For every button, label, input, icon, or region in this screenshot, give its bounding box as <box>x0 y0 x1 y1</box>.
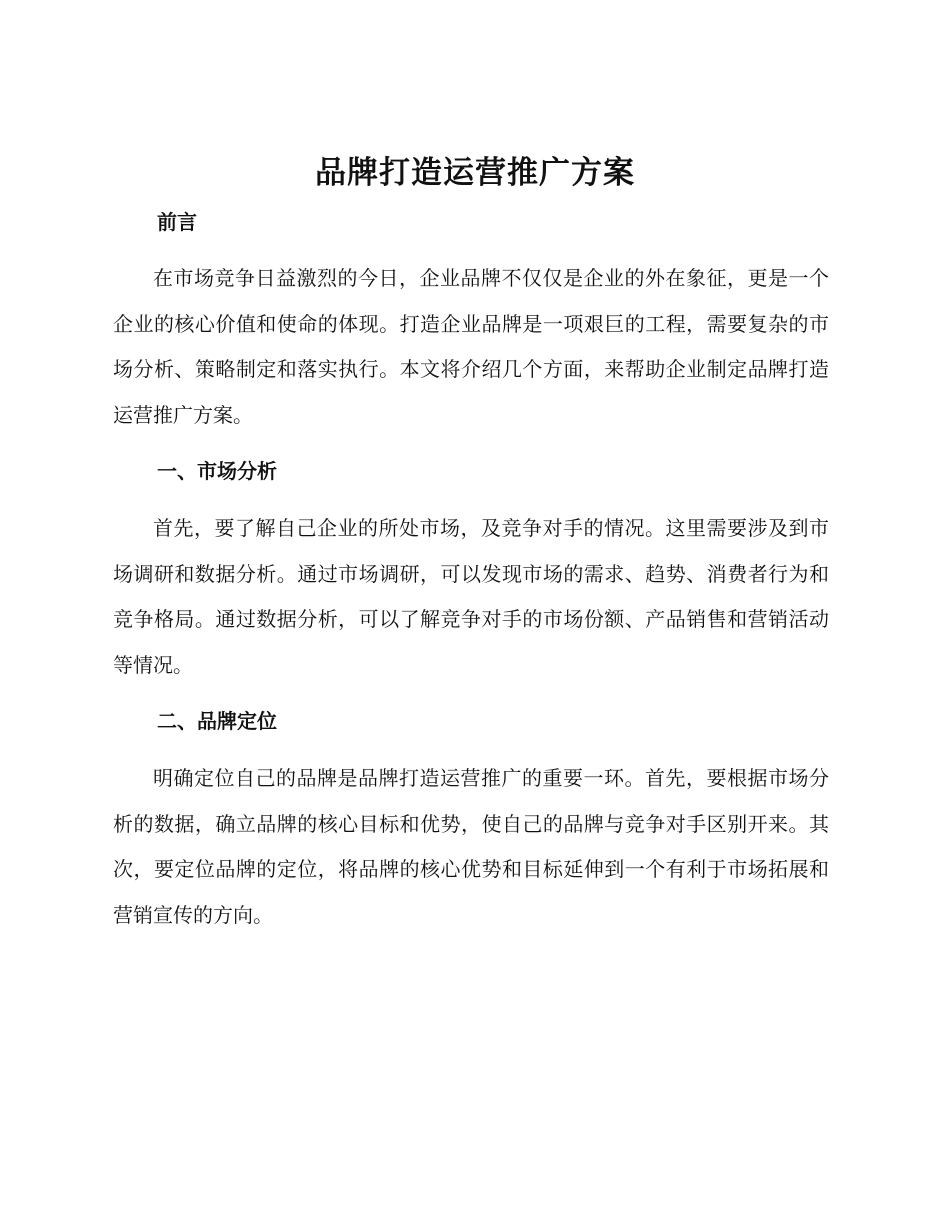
section-paragraph-preface: 在市场竞争日益激烈的今日，企业品牌不仅仅是企业的外在象征，更是一个企业的核心价值和使命的体现。打造企业品牌是一项艰巨的工程，需要复杂的市场分析、策略制定和落实执行。本文将介绍几个方面，来帮助企业制定品牌打造运营推广方案。 <box>113 266 829 427</box>
section-heading-brand-positioning: 二、品牌定位 <box>157 709 277 733</box>
document-title: 品牌打造运营推广方案 <box>315 155 635 191</box>
section-heading-preface: 前言 <box>157 210 197 234</box>
section-paragraph-market-analysis: 首先，要了解自己企业的所处市场，及竞争对手的情况。这里需要涉及到市场调研和数据分析。通过市场调研，可以发现市场的需求、趋势、消费者行为和竞争格局。通过数据分析，可以了解竞争对手的市场份额、产品销售和营销活动等情况。 <box>113 516 829 677</box>
section-heading-market-analysis: 一、市场分析 <box>157 459 277 483</box>
section-paragraph-brand-positioning: 明确定位自己的品牌是品牌打造运营推广的重要一环。首先，要根据市场分析的数据，确立品牌的核心目标和优势，使自己的品牌与竞争对手区别开来。其次，要定位品牌的定位，将品牌的核心优势和目标延伸到一个有利于市场拓展和营销宣传的方向。 <box>113 766 829 927</box>
